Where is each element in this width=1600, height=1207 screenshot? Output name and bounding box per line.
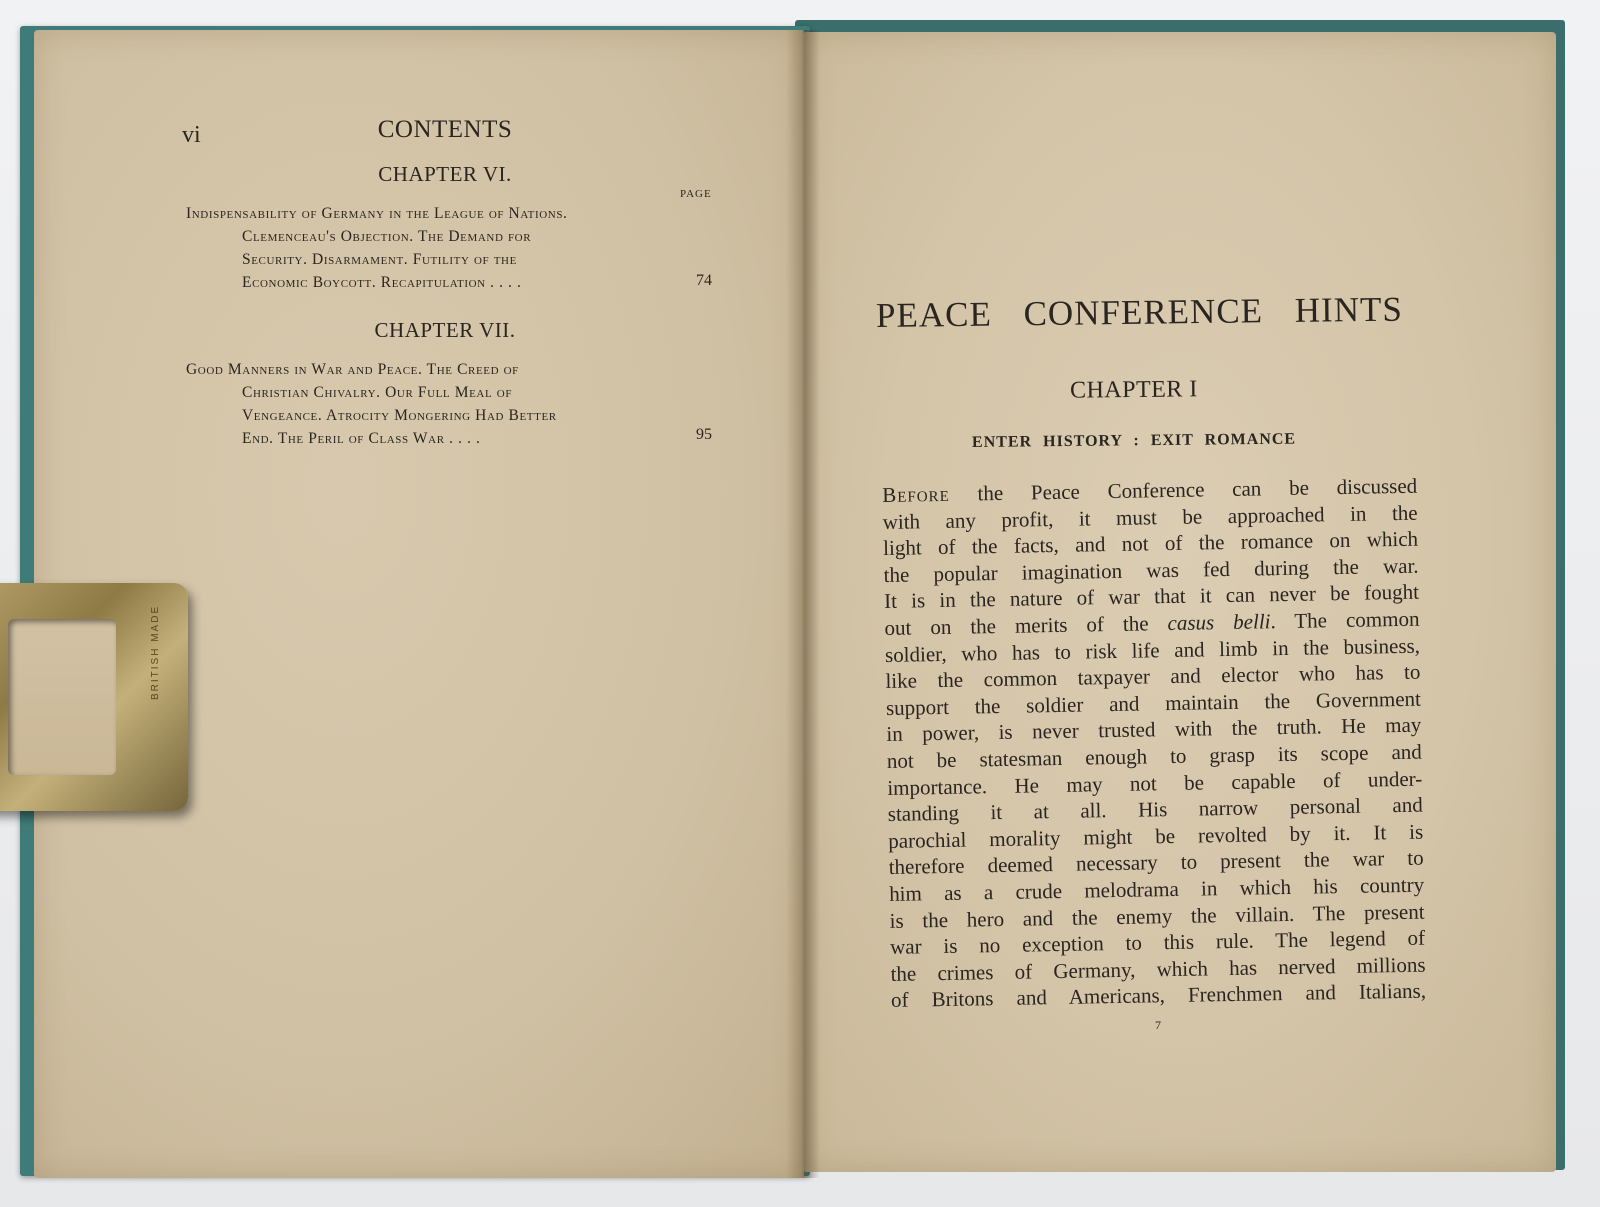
clip-stamp-text: BRITISH MADE bbox=[150, 604, 161, 700]
toc-line: Christian Chivalry. Our Full Meal of bbox=[242, 384, 513, 401]
body-line: like the common taxpayer and elector who has to bbox=[885, 659, 1421, 694]
chapter-i-subtitle: ENTER HISTORY : EXIT ROMANCE bbox=[971, 430, 1297, 451]
body-line: It is in the nature of war that it can never be fought bbox=[883, 580, 1420, 614]
body-line: war is no exception to this rule. The legend of bbox=[889, 925, 1426, 960]
toc-line: Vengeance. Atrocity Mongering Had Better bbox=[242, 407, 557, 424]
toc-line: Good Manners in War and Peace. The Creed of bbox=[186, 361, 519, 378]
body-line: the crimes of Germany, which has nerved millions bbox=[890, 952, 1426, 986]
body-line: out on the merits of the casus belli. The common bbox=[884, 606, 1420, 640]
chapter-vii-page-number: 95 bbox=[696, 426, 712, 443]
toc-line: Indispensability of Germany in the League of Nations. bbox=[186, 205, 568, 222]
body-line: of Britons and Americans, Frenchmen and Italians, bbox=[890, 978, 1427, 1013]
body-line: him as a crude melodrama in which his country bbox=[888, 872, 1425, 906]
body-line: the popular imagination was fed during the war. bbox=[883, 553, 1419, 587]
chapter-vi-heading: CHAPTER VI. bbox=[378, 162, 512, 186]
toc-line: Security. Disarmament. Futility of the bbox=[242, 251, 517, 268]
page-column-label: PAGE bbox=[680, 188, 712, 200]
right-folio: 7 bbox=[1155, 1018, 1161, 1032]
latin-phrase: casus belli bbox=[1167, 609, 1271, 636]
toc-line: Economic Boycott. Recapitulation . . . . bbox=[242, 274, 522, 291]
opening-word: Before bbox=[882, 481, 950, 507]
body-line: support the soldier and maintain the Government bbox=[885, 686, 1422, 720]
chapter-i-body bbox=[882, 473, 1426, 1014]
chapter-vii-entry bbox=[186, 358, 684, 450]
toc-line: Clemenceau's Objection. The Demand for bbox=[242, 228, 532, 245]
body-line: standing it at all. His narrow personal and bbox=[887, 792, 1423, 827]
chapter-vii-heading: CHAPTER VII. bbox=[374, 318, 516, 342]
body-line: in power, is never trusted with the truth. He may bbox=[886, 712, 1422, 747]
body-line: light of the facts, and not of the romance on which bbox=[882, 526, 1419, 561]
body-line: importance. He may not be capable of under- bbox=[887, 766, 1423, 800]
body-line: soldier, who has to risk life and limb in the business, bbox=[884, 633, 1421, 667]
chapter-vi-page-number: 74 bbox=[696, 272, 712, 289]
book-gutter bbox=[786, 30, 820, 1178]
toc-line: End. The Peril of Class War . . . . bbox=[242, 430, 481, 447]
chapter-vi-entry bbox=[186, 202, 684, 294]
clip-window bbox=[8, 619, 116, 775]
body-line: with any profit, it must be approached in the bbox=[882, 500, 1418, 534]
chapter-i-heading: CHAPTER I bbox=[1069, 376, 1198, 404]
book-title: PEACE CONFERENCE HINTS bbox=[875, 289, 1404, 335]
body-line: not be statesman enough to grasp its scope and bbox=[886, 739, 1422, 773]
body-line: is the hero and the enemy the villain. The present bbox=[889, 899, 1425, 933]
contents-heading: CONTENTS bbox=[377, 116, 513, 143]
body-line: Before the Peace Conference can be discussed bbox=[882, 473, 1418, 507]
left-folio: vi bbox=[182, 122, 201, 148]
body-line: therefore deemed necessary to present the war to bbox=[888, 845, 1424, 880]
body-line: parochial morality might be revolted by it. It is bbox=[888, 819, 1424, 853]
